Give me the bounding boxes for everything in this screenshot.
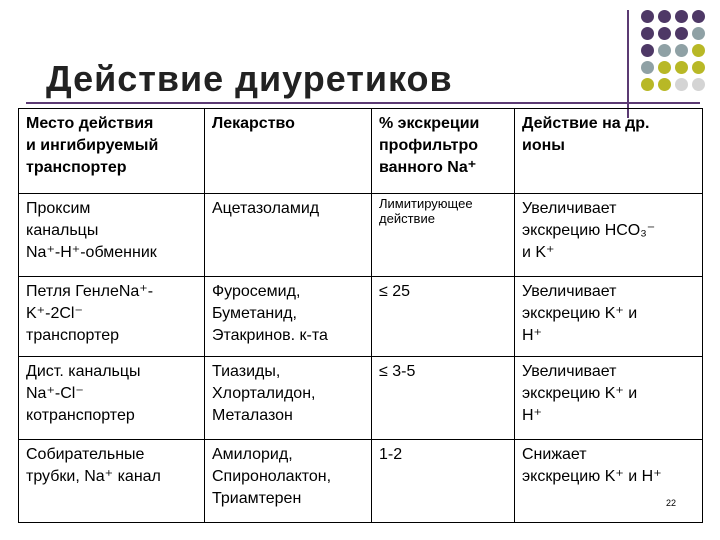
table-row [19,357,703,440]
cell-site: Петля ГенлеNa⁺- K⁺-2Cl⁻ транспортер [19,277,205,357]
header-drug: Лекарство [205,109,372,194]
title-underline [26,102,700,104]
header-excretion: % экскреции профильтро ванного Na⁺ [372,109,515,194]
cell-excretion: ≤ 3-5 [372,357,515,440]
cell-drug: Фуросемид, Буметанид, Этакринов. к-та [205,277,372,357]
slide-title: Действие диуретиков [46,58,453,99]
cell-site: Дист. канальцы Na⁺-Cl⁻ котранспортер [19,357,205,440]
cell-other-ions: Снижает экскрецию K⁺ и H⁺ [515,440,703,523]
cell-other-ions: Увеличивает экскрецию K⁺ и H⁺ [515,357,703,440]
cell-drug: Тиазиды, Хлорталидон, Металазон [205,357,372,440]
cell-site: Проксим канальцы Na⁺-H⁺-обменник [19,194,205,277]
diuretics-table [18,108,703,523]
header-other-ions: Действие на др. ионы [515,109,703,194]
cell-drug: Амилорид, Спиронолактон, Триамтерен [205,440,372,523]
table-header-row [19,109,703,194]
cell-other-ions: Увеличивает экскрецию HCO₃⁻ и K⁺ [515,194,703,277]
cell-drug: Ацетазоламид [205,194,372,277]
cell-other-ions: Увеличивает экскрецию K⁺ и H⁺ [515,277,703,357]
cell-excretion: 1-2 [372,440,515,523]
cell-excretion: Лимитирующее действие [372,194,515,277]
header-site: Место действия и ингибируемый транспортер [19,109,205,194]
table-row [19,277,703,357]
cell-site: Собирательные трубки, Na⁺ канал [19,440,205,523]
page-number: 22 [666,498,677,508]
table-row [19,194,703,277]
table-row [19,440,703,523]
cell-excretion: ≤ 25 [372,277,515,357]
